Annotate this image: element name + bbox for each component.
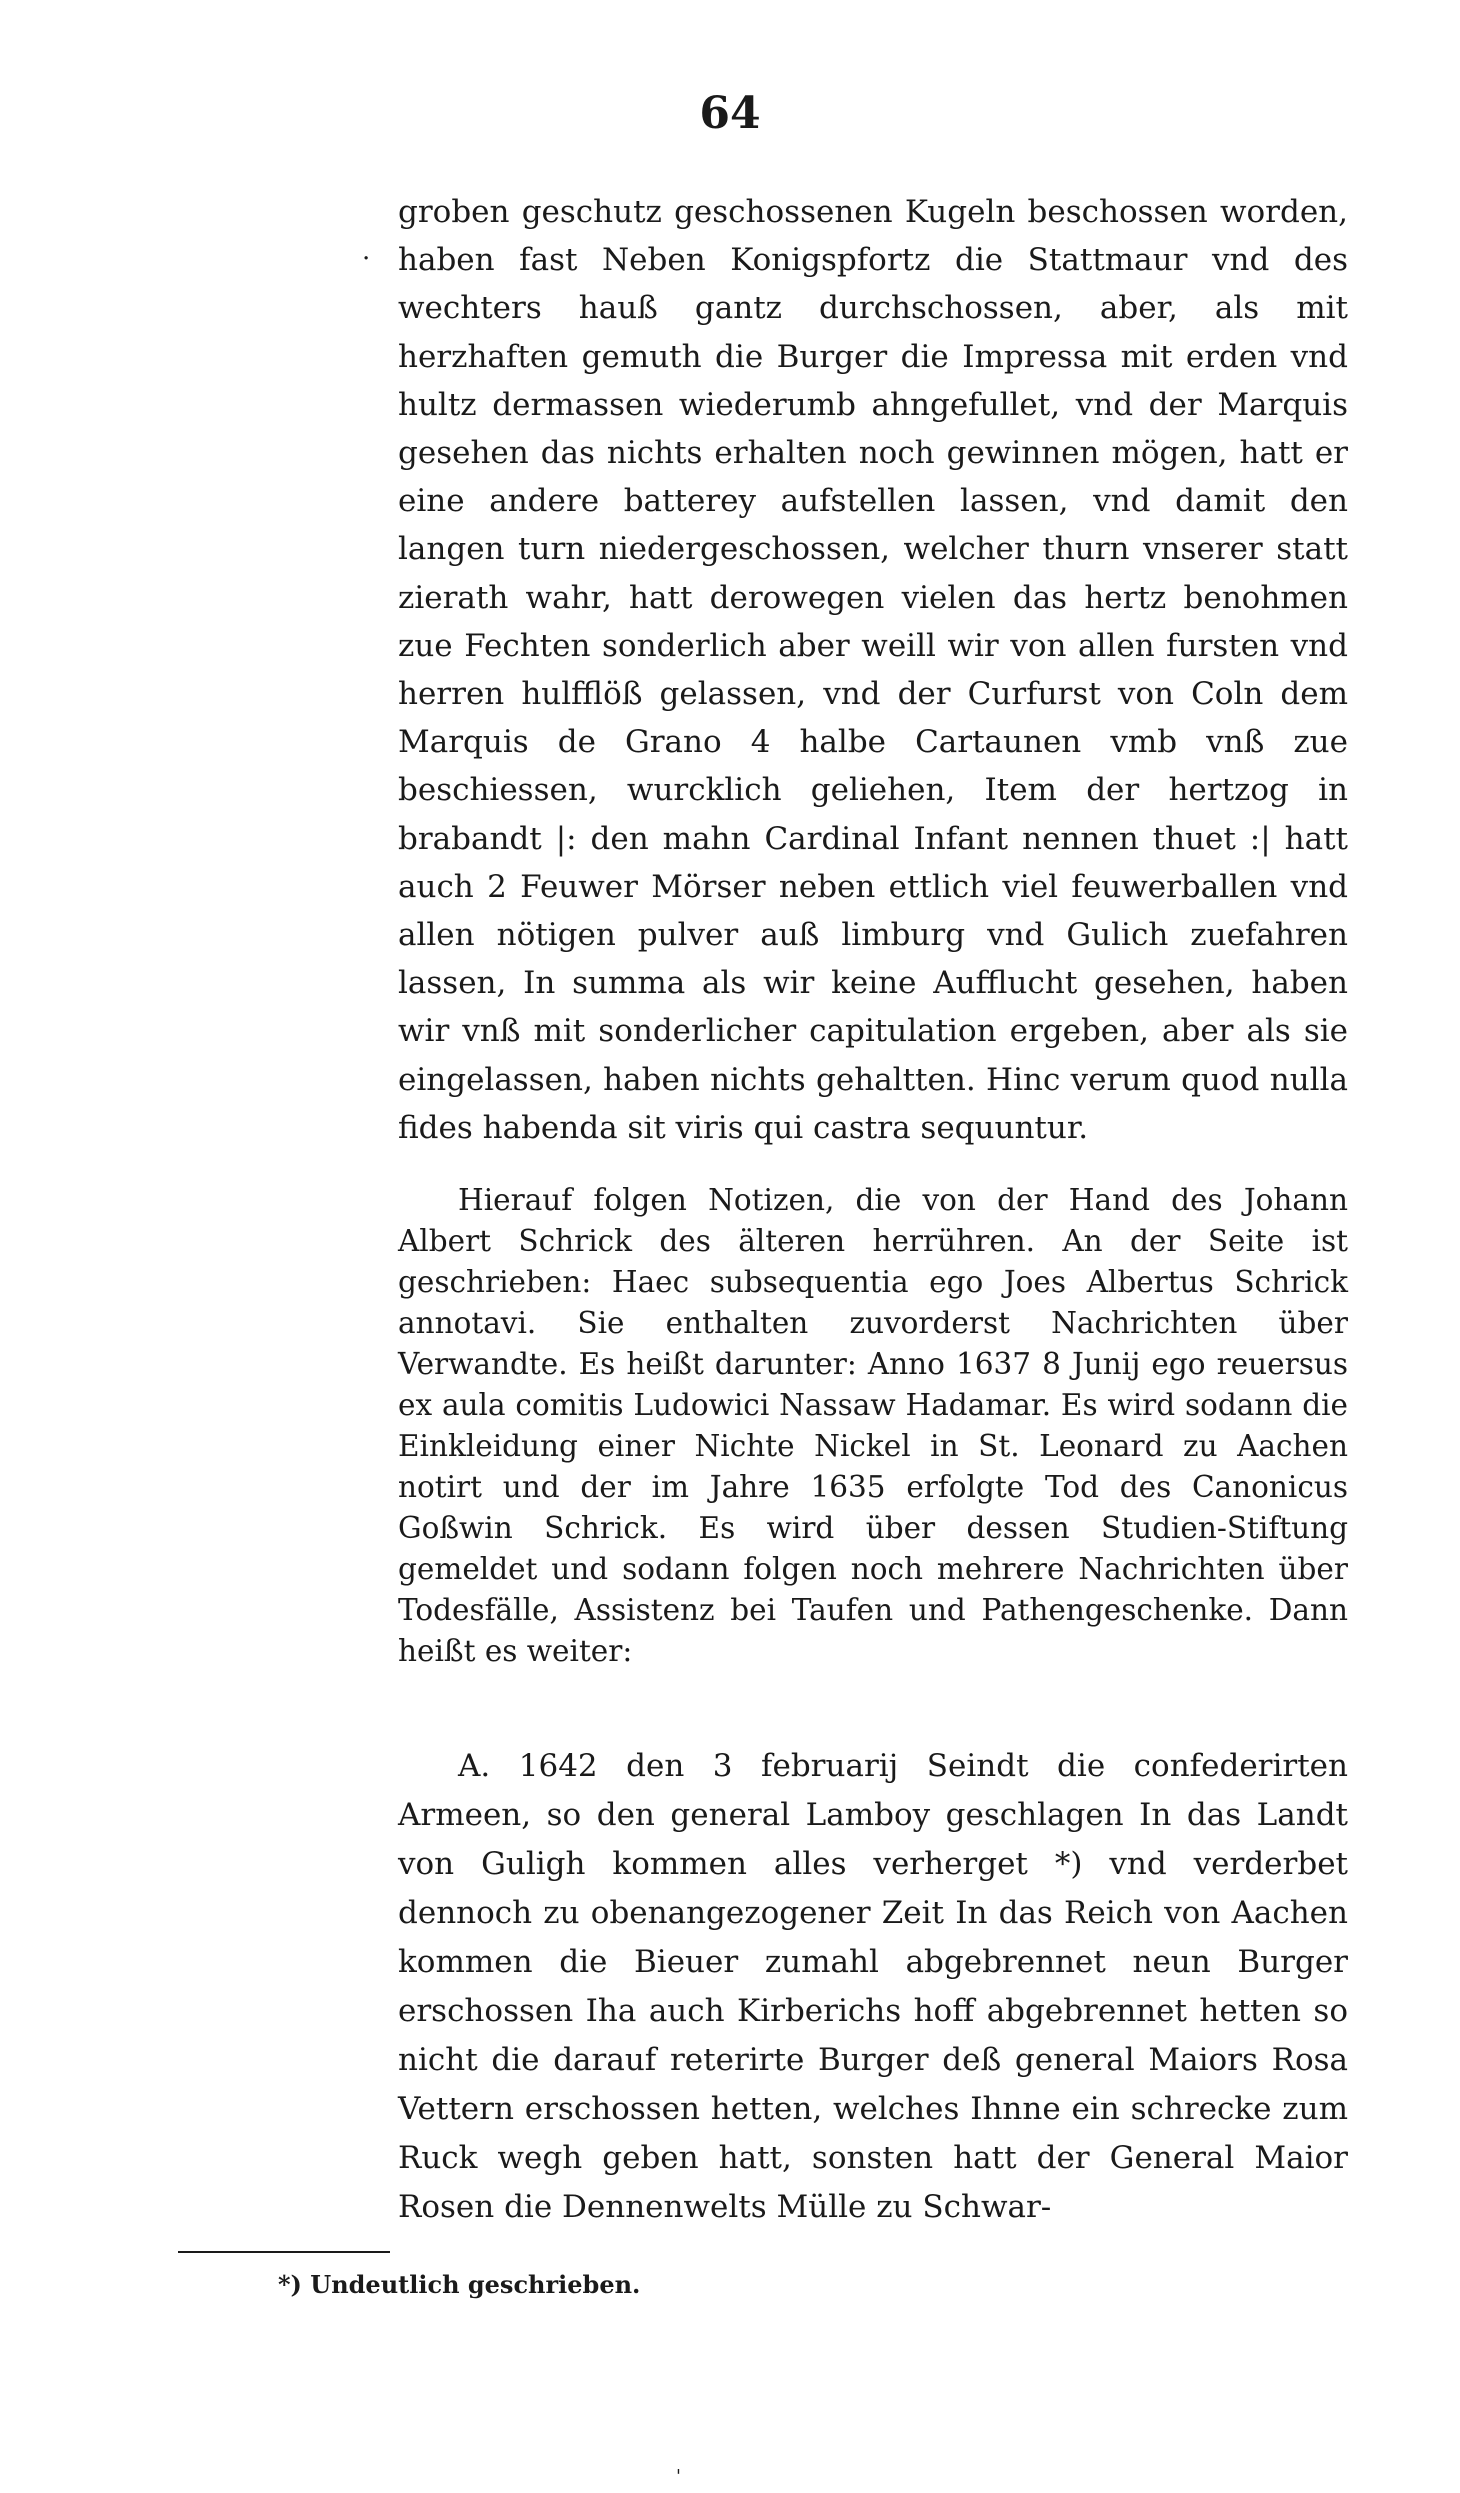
margin-mark: · [362, 244, 371, 274]
footnote: *) Undeutlich geschrieben. [278, 2270, 641, 2299]
paragraph-chronicle-continuation: groben geschutz geschossenen Kugeln beschossen worden, haben fast Neben Konigspfortz die Stattmaur vnd des wechters hauß gantz durchschossen, aber, als mit herzhaften gemuth die Burger die Impressa mit erden vnd hultz dermassen wiederumb ahngefullet, vnd der Marquis gesehen das nichts erhalten noch gewinnen mögen, hatt er eine andere batterey aufstellen lassen, vnd damit den langen turn niedergeschossen, welcher thurn vnserer statt zierath wahr, hatt derowegen vielen das hertz benohmen zue Fechten sonderlich aber weill wir von allen fursten vnd herren hulfflöß gelassen, vnd der Curfurst von Coln dem Marquis de Grano 4 halbe Cartaunen vmb vnß zue beschiessen, wurcklich geliehen, Item der hertzog in brabandt |: den mahn Cardinal Infant nennen thuet :| hatt auch 2 Feuwer Mörser neben ettlich viel feuwerballen vnd allen nötigen pulver auß limburg vnd Gulich zuefahren lassen, In summa als wir keine Aufflucht gesehen, haben wir vnß mit sonderlicher capitulation ergeben, aber als sie eingelassen, haben nichts gehaltten. Hinc verum quod nulla fides habenda sit viris qui castra sequuntur. [398, 194, 1348, 1146]
paragraph-chronicle-1642: A. 1642 den 3 februarij Seindt die confederirten Armeen, so den general Lamboy geschlagen In das Landt von Guligh kommen alles verherget *) vnd verderbet dennoch zu obenangezogener Zeit In das Reich von Aachen kommen die Bieuer zumahl abgebrennet neun Burger erschossen Iha auch Kirberichs hoff abgebrennet hetten so nicht die darauf reterirte Burger deß general Maiors Rosa Vettern erschossen hetten, welches Ihnne ein schrecke zum Ruck wegh geben hatt, sonsten hatt der General Maior Rosen die Dennenwelts Mülle zu Schwar- [398, 1748, 1348, 2225]
paragraph-editor-note: Hierauf folgen Notizen, die von der Hand des Johann Albert Schrick des älteren herrühren. An der Seite ist geschrieben: Haec subsequentia ego Joes Albertus Schrick annotavi. Sie enthalten zuvorderst Nachrichten über Verwandte. Es heißt darunter: Anno 1637 8 Junij ego reuersus ex aula comitis Ludowici Nassaw Hadamar. Es wird sodann die Einkleidung einer Nichte Nickel in St. Leonard zu Aachen notirt und der im Jahre 1635 erfolgte Tod des Canonicus Goßwin Schrick. Es wird über dessen Studien-Stiftung gemeldet und sodann folgen noch mehrere Nachrichten über Todesfälle, Assistenz bei Taufen und Pathengeschenke. Dann heißt es weiter: [398, 1183, 1348, 1668]
bottom-mark: ' [676, 2466, 681, 2487]
page-number: 64 [699, 88, 761, 139]
footnote-divider [178, 2251, 390, 2253]
